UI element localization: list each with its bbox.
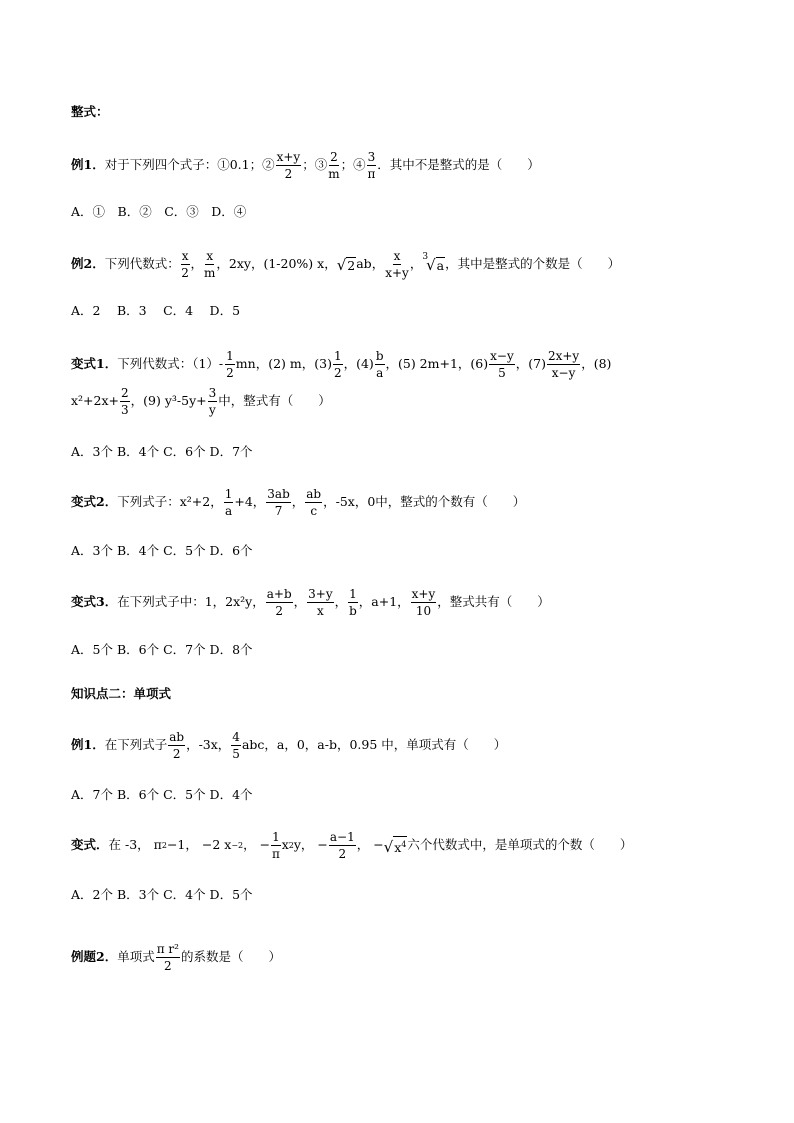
- example-1: 例1． 对于下列四个式子：①0.1；② $\frac{x+y}{2}$ ；③ $\frac{2}{m}$ ；④ $\frac{3}{\pi}$ ．其中不是整式的是（ ）: [71, 150, 540, 181]
- fraction: $\frac{a+b}{2}$: [266, 587, 292, 618]
- variant-mono: 变式． 在 -3， π 2 −1， −2 x −2 ， − $\frac{1}{\pi}$ x 2 y， − $\frac{a-1}{2}$ ， − √ $x^4$ 六个代数式中，是单项式的个数（ ）: [71, 830, 633, 861]
- fraction: $\frac{a-1}{2}$: [329, 830, 355, 861]
- section-title-1: 整式：: [71, 104, 109, 119]
- variant-2: 变式2． 下列式子：x²+2， $\frac{1}{a}$ +4， $\frac{3ab}{7}$ ， $\frac{ab}{c}$ ，-5x，0中，整式的个数有（ ）: [71, 487, 526, 518]
- fraction: $\frac{x-y}{5}$: [490, 349, 514, 380]
- fraction: $\frac{ab}{c}$: [306, 487, 322, 518]
- fraction: $\frac{\text{π r²}}{2}$: [156, 942, 179, 973]
- variant-mono-options: A．2个 B．3个 C．4个 D．5个: [71, 887, 253, 902]
- example-mono-1-options: A．7个 B．6个 C．5个 D．4个: [71, 787, 253, 802]
- example-1-options: A．① B．② C．③ D．④: [71, 204, 247, 219]
- fraction: $\frac{2}{m}$: [328, 150, 340, 181]
- fraction: $\frac{1}{a}$: [224, 487, 233, 518]
- square-root: √ $x^4$: [384, 836, 408, 855]
- variant-1: 变式1． 下列代数式：（1） - $\frac{1}{2}$ mn，(2) m，(3) $\frac{1}{2}$ ，(4) $\frac{b}{a}$ ，(5) 2m+1，(6) $\frac{x-y}{5}$ ，(7) $\frac{2x+y}{x-y}$ ，(8): [71, 349, 612, 380]
- fraction: $\frac{1}{2}$: [333, 349, 342, 380]
- fraction: $\frac{ab}{2}$: [169, 730, 185, 761]
- fraction: $\frac{b}{a}$: [375, 349, 384, 380]
- fraction: $\frac{x+y}{2}$: [276, 150, 301, 181]
- variant-2-options: A．3个 B．4个 C．5个 D．6个: [71, 543, 253, 558]
- fraction: $\frac{4}{5}$: [232, 730, 240, 761]
- fraction: $\frac{3ab}{7}$: [267, 487, 290, 518]
- variant-3: 变式3． 在下列式子中：1，2x²y， $\frac{a+b}{2}$ ， $\frac{3+y}{x}$ ， $\frac{1}{b}$ ，a+1， $\frac{x+y}{10}$ ，整式共有（ ）: [71, 587, 550, 618]
- fraction: $\frac{x}{x+y}$: [385, 249, 409, 280]
- fraction: $\frac{3}{\pi}$: [367, 150, 376, 181]
- fraction: $\frac{x+y}{10}$: [411, 587, 436, 618]
- fraction: $\frac{1}{b}$: [349, 587, 357, 618]
- fraction: $\frac{1}{\pi}$: [271, 830, 280, 861]
- variant-3-options: A．5个 B．6个 C．7个 D．8个: [71, 642, 253, 657]
- example-2-options: A．2 B．3 C．4 D．5: [71, 303, 241, 318]
- section-title-2: 知识点二：单项式: [71, 686, 172, 701]
- fraction: $\frac{1}{2}$: [226, 349, 234, 380]
- fraction: $\frac{3}{y}$: [208, 386, 217, 417]
- fraction: $\frac{3+y}{x}$: [308, 587, 333, 618]
- example-mono-2: 例题2． 单项式 $\frac{\text{π r²}}{2}$ 的系数是（ ）: [71, 942, 281, 973]
- example-2: 例2． 下列代数式： $\frac{x}{2}$ ， $\frac{x}{m}$ ，2xy，(1-20%) x， √ 2 ab， $\frac{x}{x+y}$ ， 3 √ a ，其中是整式的个数是（ ）: [71, 249, 621, 280]
- fraction: $\frac{x}{m}$: [204, 249, 216, 280]
- fraction: $\frac{2x+y}{x-y}$: [547, 349, 580, 380]
- fraction: $\frac{2}{3}$: [121, 386, 129, 417]
- example-mono-1: 例1． 在下列式子 $\frac{ab}{2}$ ，-3x， $\frac{4}{5}$ abc，a，0，a-b，0.95 中，单项式有（ ）: [71, 730, 507, 761]
- fraction: $\frac{x}{2}$: [181, 249, 189, 280]
- cube-root: √ a: [426, 255, 445, 274]
- variant-1-options: A．3个 B．4个 C．6个 D．7个: [71, 444, 253, 459]
- square-root: √ 2: [336, 255, 356, 274]
- variant-1-cont: x²+2x+ $\frac{2}{3}$ ，(9) y³-5y+ $\frac{3}{y}$ 中，整式有（ ）: [71, 386, 331, 417]
